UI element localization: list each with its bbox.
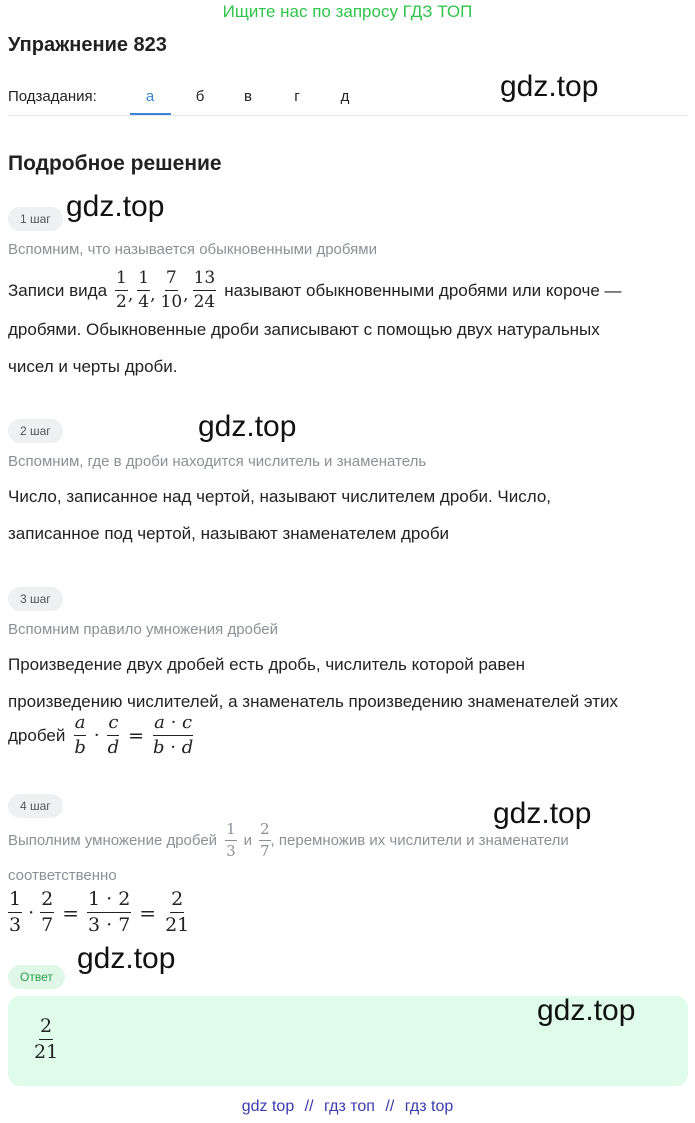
footer-link[interactable]: gdz top [241,1098,295,1115]
watermark: gdz.top [537,994,636,1027]
step-text: дробей [8,725,66,745]
step-badge: 2 шаг [8,419,63,443]
answer-badge: Ответ [8,965,65,989]
step-hint: Вспомним, где в дроби находится числитель и знаменатель [8,453,427,470]
fraction: $\frac{a}{b}$ [74,712,86,758]
tab-v[interactable]: в [244,88,252,105]
page-title: Упражнение 823 [8,34,167,56]
step-hint: соответственно [8,867,117,884]
tab-d[interactable]: д [340,88,350,105]
step-badge: 3 шаг [8,587,63,611]
tab-g[interactable]: г [294,88,300,105]
watermark: gdz.top [66,190,165,223]
step-badge: 4 шаг [8,794,63,818]
step-text: называют обыкновенными дробями или короче — [224,280,622,300]
step-hint-line: Выполним умножение дробей $\frac{1}{3}$ и $\frac{2}{7}$ , перемножив их числители и знаменатели [8,820,569,860]
watermark: gdz.top [500,70,599,103]
watermark: gdz.top [77,942,176,975]
watermark: gdz.top [493,797,592,830]
answer-value [33,1017,59,1062]
step-text: записанное под чертой, называют знаменателем дроби [8,524,450,543]
fraction: $\frac{2}{21}$ [34,1015,59,1063]
fraction: $\frac{c}{d}$ [107,712,120,758]
fraction: $\frac{1}{3}$ [226,820,236,860]
step-text: Записи вида [8,280,108,300]
step-hint: Выполним умножение дробей [8,832,218,849]
fraction: $\frac{2}{21}$ [165,888,190,936]
footer-link[interactable]: гдз топ [324,1098,375,1115]
tabs-divider [8,115,688,116]
fraction: $\frac{7}{10}$ [160,268,183,312]
footer-separator: // [304,1098,314,1115]
step-badge: 1 шаг [8,207,63,231]
calculation: $\frac{1}{3}$ · $\frac{2}{7}$ = $\frac{1 \cdot 2}{3 \cdot 7}$ = $\frac{2}{21}$ [9,888,190,936]
step-text: чисел и черты дроби. [8,357,178,376]
footer-separator: // [385,1098,395,1115]
fraction: $\frac{1 \cdot 2}{3 \cdot 7}$ [88,888,131,936]
step-text: Произведение двух дробей есть дробь, числитель которой равен [8,655,526,674]
promo-banner: Ищите нас по запросу ГДЗ ТОП [222,2,473,21]
subtasks-label: Подзадания: [8,88,97,105]
step-text-line: Записи вида $\frac{1}{2}$ , $\frac{1}{4}$ , $\frac{7}{10}$ , $\frac{13}{24}$ называют обыкновенными дробями или короче — [8,268,622,312]
tab-a[interactable]: а [145,88,155,105]
fraction: $\frac{13}{24}$ [193,268,216,312]
step-text: Число, записанное над чертой, называют числителем дроби. Число, [8,487,552,506]
step-hint: Вспомним правило умножения дробей [8,621,279,638]
watermark: gdz.top [198,410,297,443]
step-text: произведению числителей, а знаменатель произведению знаменателей этих [8,692,619,711]
fraction: $\frac{1}{3}$ [9,888,22,936]
step-formula-line: дробей $\frac{a}{b}$ · $\frac{c}{d}$ = $\frac{a \cdot c}{b \cdot d}$ [8,712,194,758]
step-text: дробями. Обыкновенные дроби записывают с помощью двух натуральных [8,320,600,339]
section-title: Подробное решение [8,152,222,175]
fraction: $\frac{1}{2}$ [116,268,127,312]
fraction: $\frac{a \cdot c}{b \cdot d}$ [153,712,194,758]
footer-link[interactable]: гдз top [404,1098,454,1115]
fraction: $\frac{2}{7}$ [41,888,54,936]
step-hint: Вспомним, что называется обыкновенными дробями [8,241,377,258]
fraction: $\frac{1}{4}$ [138,268,150,312]
footer-links [0,1098,695,1116]
fraction: $\frac{2}{7}$ [260,820,270,860]
tab-b[interactable]: б [195,88,205,105]
